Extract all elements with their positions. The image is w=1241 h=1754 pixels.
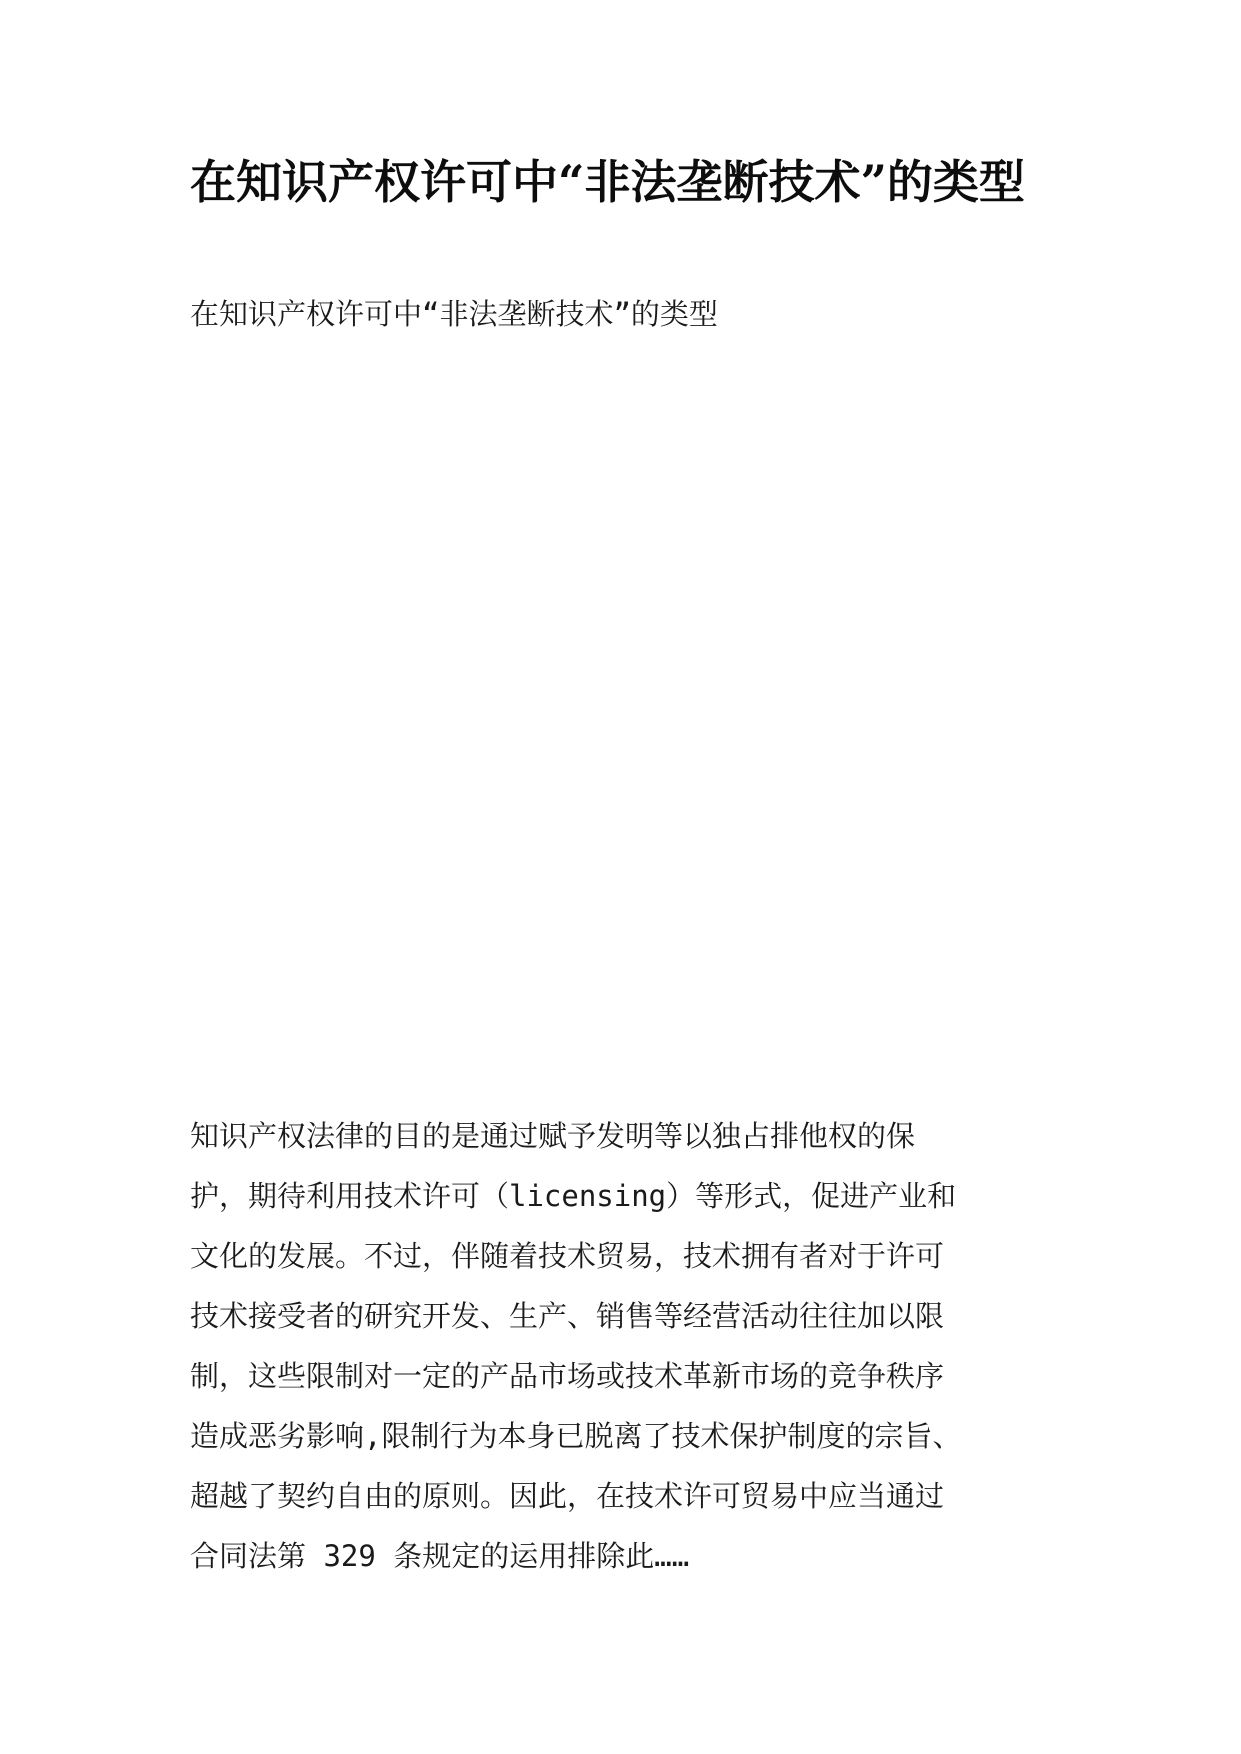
body-line: 技术接受者的研究开发、生产、销售等经营活动往往加以限 — [190, 1299, 945, 1333]
body-line: 超越了契约自由的原则。因此，在技术许可贸易中应当通过 — [190, 1479, 945, 1513]
document-body — [190, 1106, 1070, 1586]
body-line: 造成恶劣影响,限制行为本身已脱离了技术保护制度的宗旨、 — [190, 1419, 962, 1453]
document-title: 在知识产权许可中“非法垄断技术”的类型 — [190, 155, 1025, 209]
body-line: 护，期待利用技术许可（licensing）等形式，促进产业和 — [190, 1179, 957, 1213]
body-line: 合同法第 329 条规定的运用排除此…… — [190, 1539, 690, 1573]
body-line: 文化的发展。不过，伴随着技术贸易，技术拥有者对于许可 — [190, 1239, 945, 1273]
body-line: 知识产权法律的目的是通过赋予发明等以独占排他权的保 — [190, 1119, 916, 1153]
document-subtitle: 在知识产权许可中“非法垄断技术”的类型 — [190, 297, 718, 331]
body-line: 制，这些限制对一定的产品市场或技术革新市场的竞争秩序 — [190, 1359, 945, 1393]
